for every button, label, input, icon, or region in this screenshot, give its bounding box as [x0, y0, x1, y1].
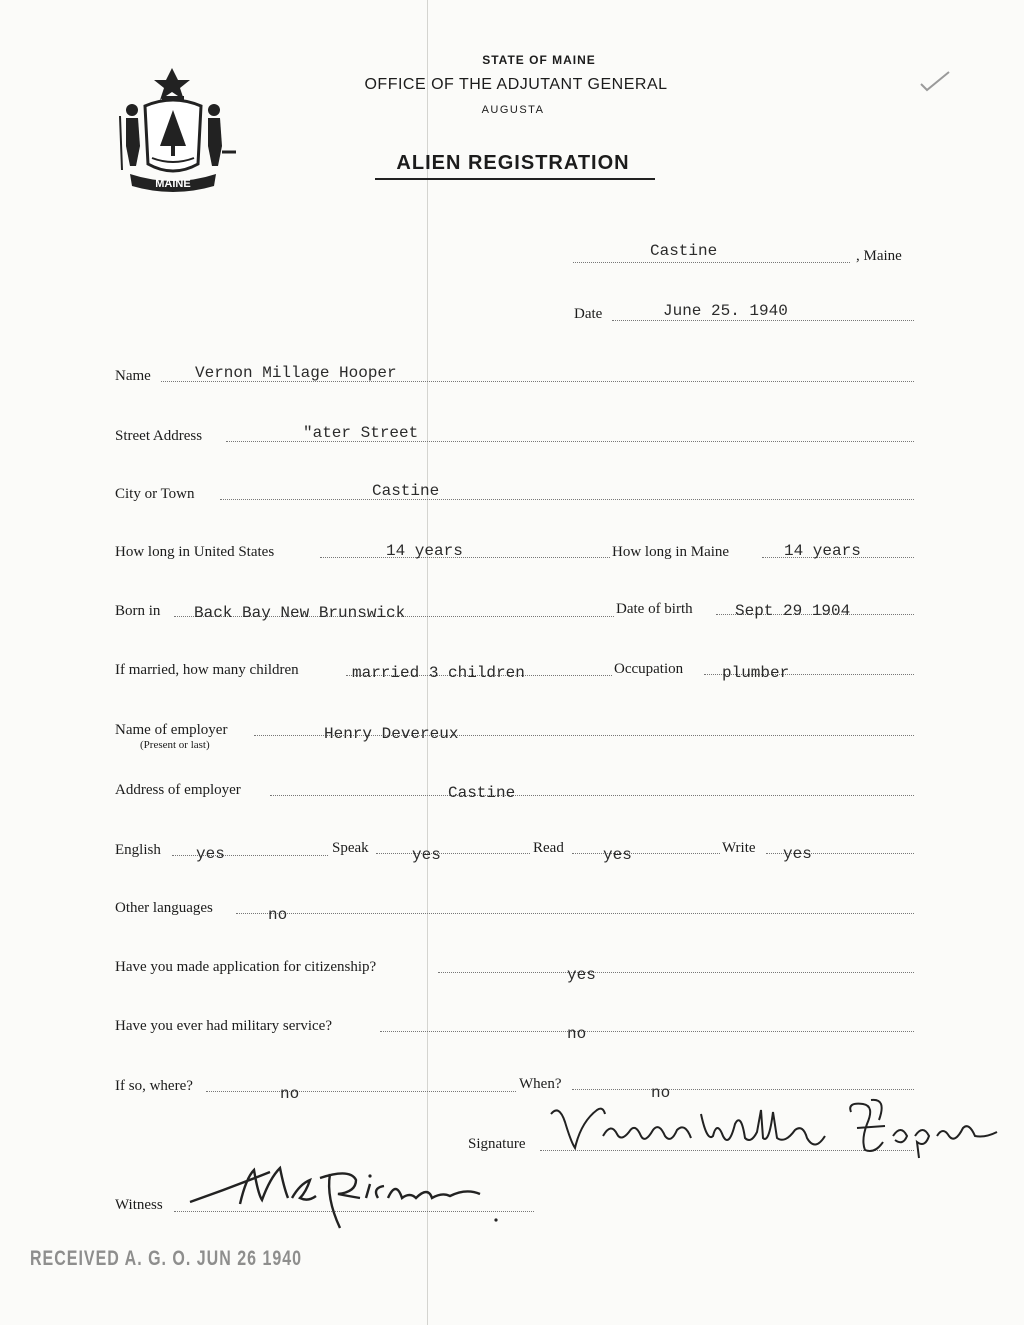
fold-line	[427, 0, 428, 1325]
citizenship-label: Have you made application for citizenship?	[115, 959, 377, 975]
other-languages-value: no	[268, 906, 288, 924]
date-of-birth-value: Sept 29 1904	[735, 602, 851, 620]
where-line	[206, 1091, 516, 1092]
date-label: Date	[574, 306, 603, 322]
where-label: If so, where?	[115, 1078, 193, 1094]
how-long-maine-value: 14 years	[784, 542, 861, 560]
how-long-maine-label: How long in Maine	[612, 544, 730, 560]
children-label: If married, how many children	[115, 662, 299, 678]
english-value: yes	[196, 845, 225, 863]
speak-line	[376, 853, 530, 854]
read-label: Read	[533, 840, 564, 856]
english-label: English	[115, 842, 161, 858]
received-stamp: RECEIVED A. G. O. JUN 26 1940	[30, 1248, 303, 1271]
how-long-us-line	[320, 557, 610, 558]
city-line	[220, 499, 914, 500]
applicant-signature	[545, 1092, 1005, 1162]
write-value: yes	[783, 845, 812, 863]
citizenship-value: yes	[567, 966, 596, 984]
military-label: Have you ever had military service?	[115, 1018, 332, 1034]
witness-signature	[180, 1158, 500, 1238]
military-value: no	[567, 1025, 587, 1043]
date-line	[612, 320, 914, 321]
occupation-value: plumber	[722, 664, 790, 682]
employer-address-value: Castine	[448, 784, 516, 802]
born-in-label: Born in	[115, 603, 161, 619]
military-line	[380, 1031, 914, 1032]
date-value: June 25. 1940	[663, 302, 788, 320]
where-value: no	[280, 1085, 300, 1103]
street-address-value: "ater Street	[303, 424, 419, 442]
citizenship-line	[438, 972, 914, 973]
when-label: When?	[519, 1076, 562, 1092]
children-value: married 3 children	[352, 664, 525, 682]
how-long-us-value: 14 years	[386, 542, 463, 560]
date-of-birth-label: Date of birth	[616, 601, 693, 617]
signature-label: Signature	[468, 1136, 526, 1152]
present-or-last-label: (Present or last)	[140, 739, 210, 751]
read-line	[572, 853, 720, 854]
witness-label: Witness	[115, 1197, 163, 1213]
name-value: Vernon Millage Hooper	[195, 364, 397, 382]
speak-value: yes	[412, 846, 441, 864]
other-languages-label: Other languages	[115, 900, 213, 916]
write-label: Write	[722, 840, 756, 856]
maine-label: , Maine	[856, 248, 902, 264]
employer-address-line	[270, 795, 914, 796]
header-state: STATE OF MAINE	[482, 53, 596, 67]
when-value: no	[651, 1084, 671, 1102]
employer-value: Henry Devereux	[324, 725, 459, 743]
city-label: City or Town	[115, 486, 195, 502]
header-office: OFFICE OF THE ADJUTANT GENERAL	[364, 76, 668, 93]
employer-label: Name of employer	[115, 722, 228, 738]
title-underline	[375, 178, 655, 180]
form-title: ALIEN REGISTRATION	[396, 152, 630, 174]
other-languages-line	[236, 913, 914, 914]
born-in-value: Back Bay New Brunswick	[194, 604, 406, 622]
employer-address-label: Address of employer	[115, 782, 241, 798]
city-value: Castine	[372, 482, 440, 500]
speak-label: Speak	[332, 840, 369, 856]
town-value: Castine	[650, 242, 718, 260]
occupation-label: Occupation	[614, 661, 684, 677]
read-value: yes	[603, 846, 632, 864]
name-label: Name	[115, 368, 151, 384]
town-line	[573, 262, 850, 263]
header-city: AUGUSTA	[481, 104, 545, 116]
street-address-label: Street Address	[115, 428, 203, 444]
seal-text: MAINE	[155, 178, 191, 190]
how-long-us-label: How long in United States	[115, 544, 275, 560]
when-line	[572, 1089, 914, 1090]
